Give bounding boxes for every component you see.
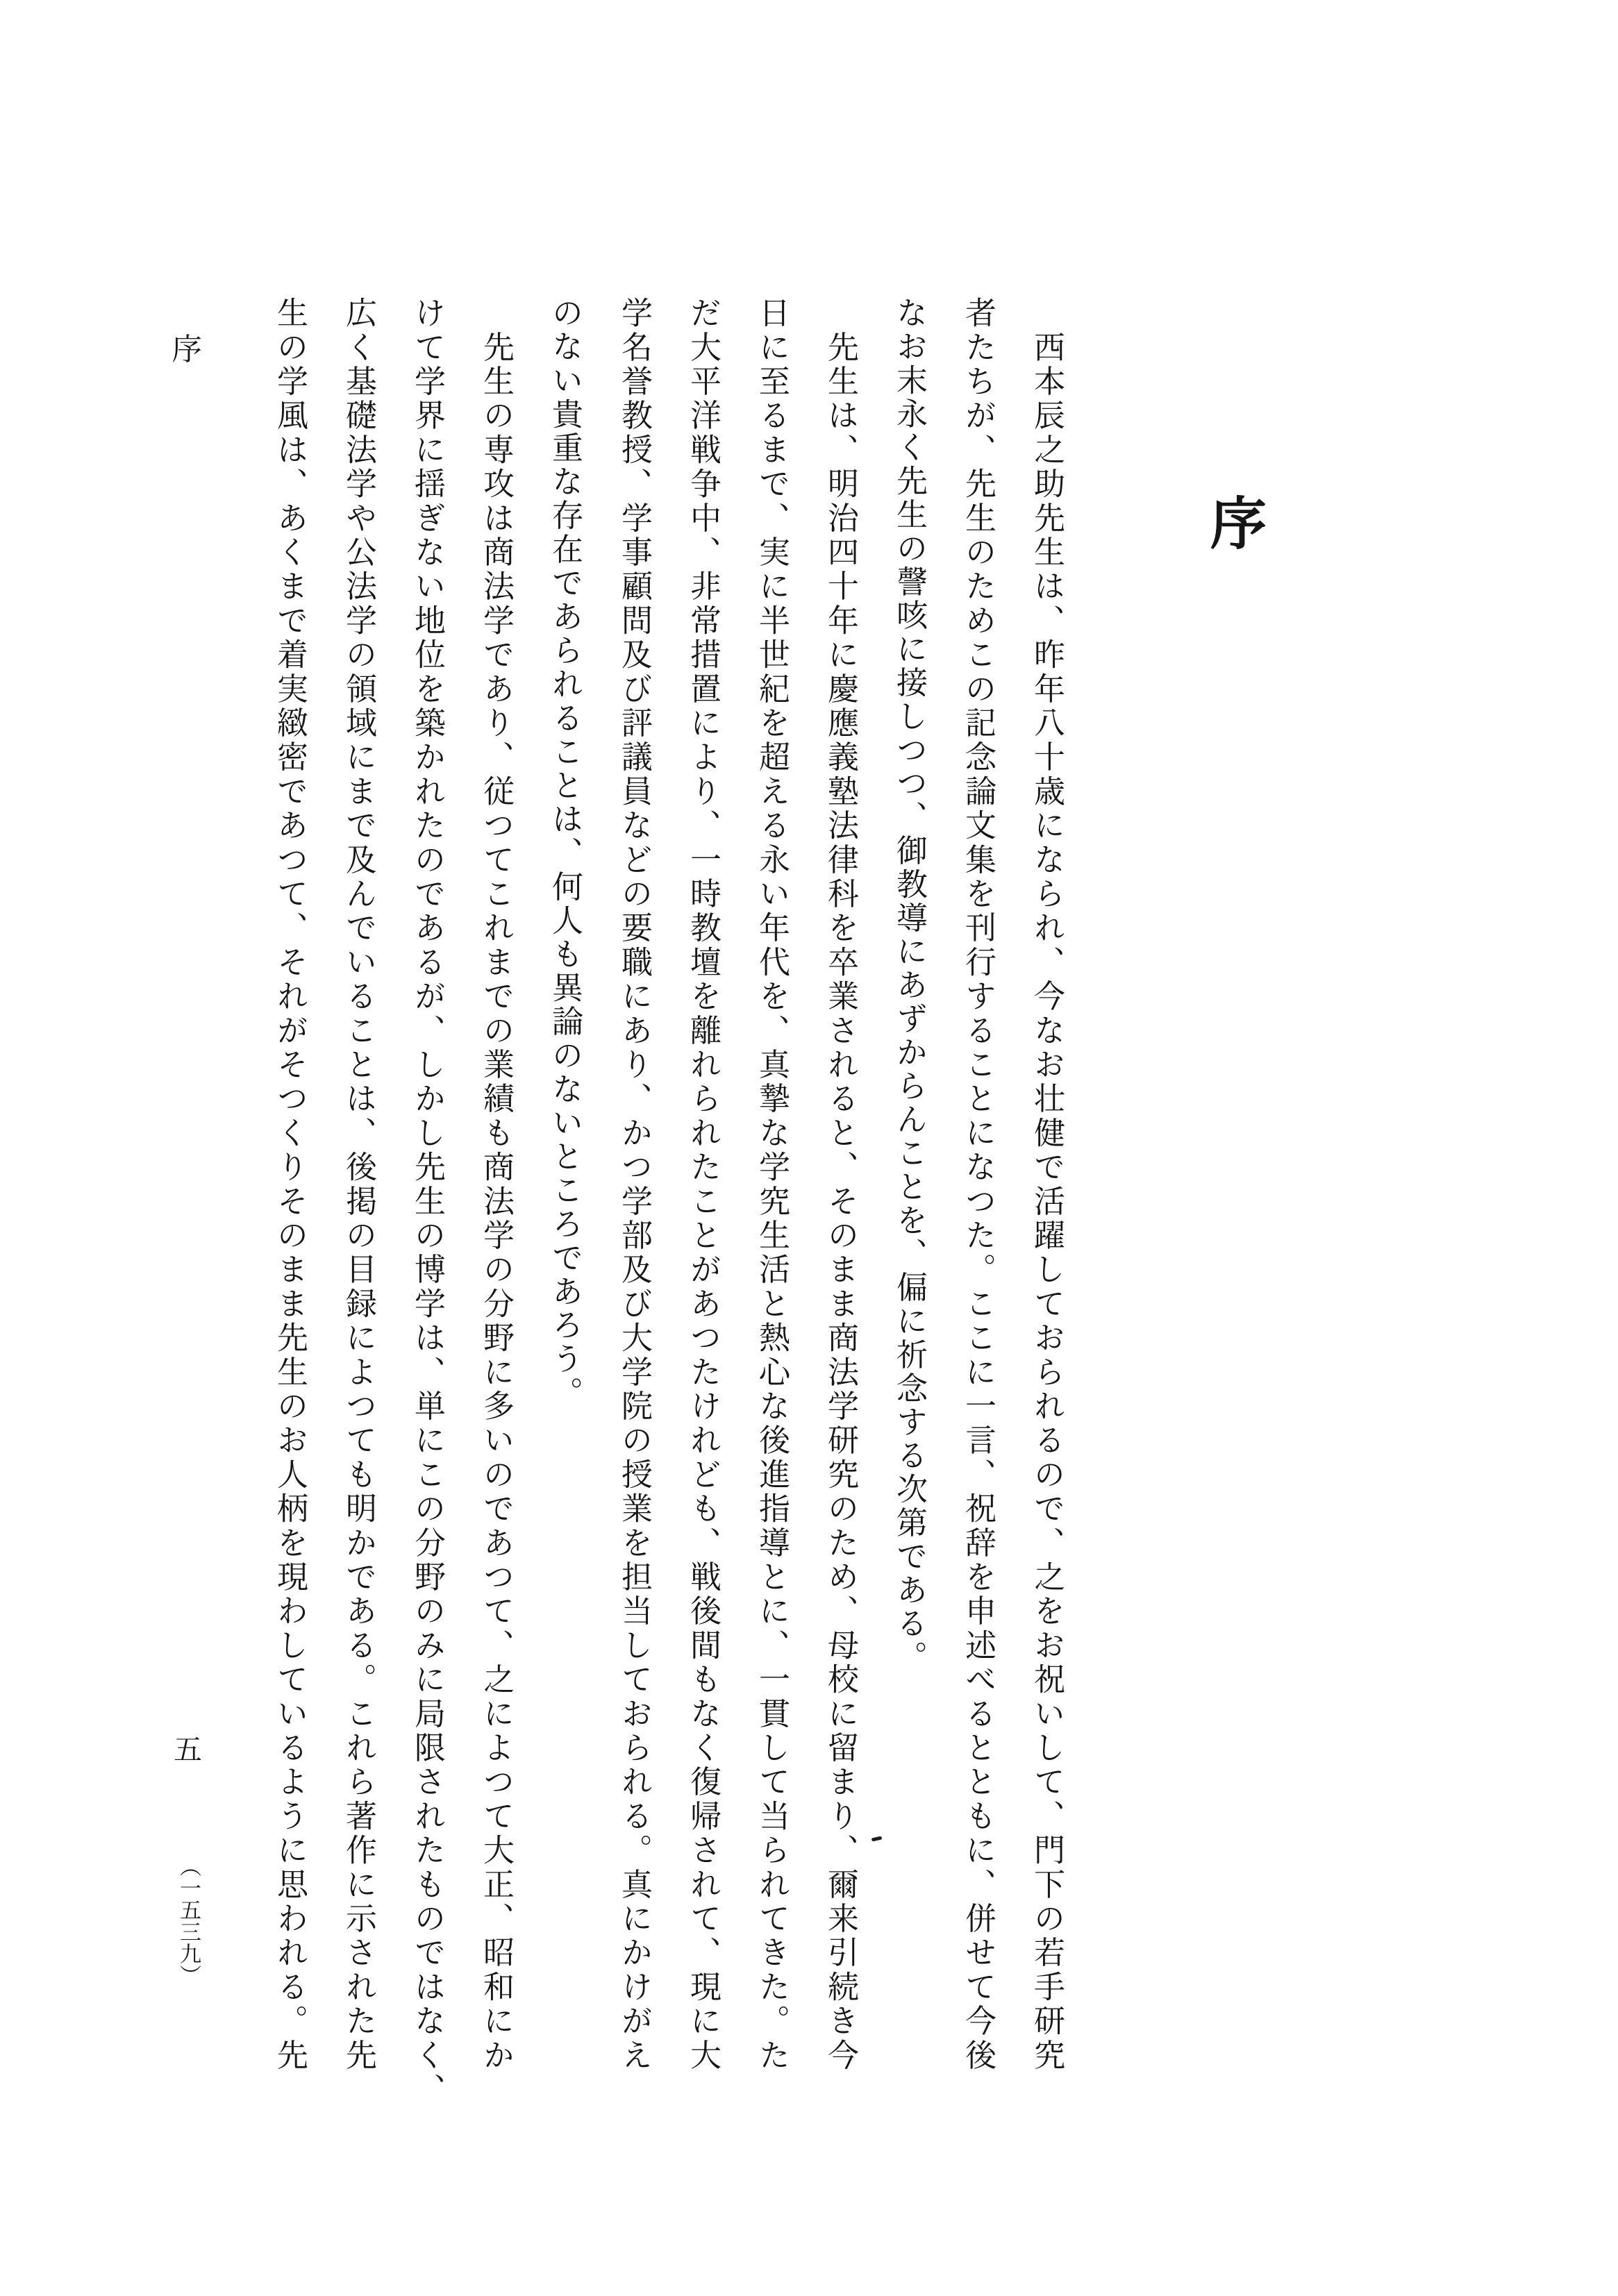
text-column: だ大平洋戦争中、非常措置により、一時教壇を離れられたことがあつたけれども、戦後間もなく復帰されて、現に大 (685, 296, 722, 2073)
ink-speck (871, 1836, 883, 1841)
text-column: のない貴重な存在であられることは、何人も異論のないところであろう。 (547, 296, 583, 1410)
text-column: 西本辰之助先生は、昨年八十歳になられ、今なお壮健で活躍しておられるので、之をお祝いして、門下の若手研究 (1028, 296, 1065, 2073)
text-column: 広く基礎法学や公法学の領域にまで及んでいることは、後掲の目録によつても明かである。これら著作に示された先 (340, 296, 377, 2073)
folio-number: （一五三九） (176, 1855, 201, 1986)
page-title: 序 (1210, 491, 1267, 558)
text-column: けて学界に揺ぎない地位を築かれたのであるが、しかし先生の博学は、単にこの分野のみに局限されたものではなく、 (409, 296, 446, 2107)
text-column: 日に至るまで、実に半世紀を超える永い年代を、真摯な学究生活と熱心な後進指導とに、一貫して当られてきた。た (753, 296, 790, 2073)
text-column: 先生の専攻は商法学であり、従つてこれまでの業績も商法学の分野に多いのであつて、之によつて大正、昭和にか (478, 296, 515, 2073)
text-column: 先生は、明治四十年に慶應義塾法律科を卒業されると、そのまま商法学研究のため、母校に留まり、爾来引続き今 (822, 296, 859, 2073)
text-column: 者たちが、先生のためこの記念論文集を刊行することになつた。ここに一言、祝辞を申述べるとともに、併せて今後 (960, 296, 996, 2073)
page-number: 五 (174, 1733, 202, 1766)
running-header: 序 (172, 332, 202, 367)
text-column: 生の学風は、あくまで着実緻密であつて、それがそつくりそのまま先生のお人柄を現わしているように思われる。先 (272, 296, 308, 2073)
text-column: なお末永く先生の謦咳に接しつつ、御教導にあずからんことを、偏に祈念する次第である。 (891, 296, 928, 1675)
text-column: 学名誉教授、学事顧問及び評議員などの要職にあり、かつ学部及び大学院の授業を担当しておられる。真にかけがえ (616, 296, 653, 2073)
